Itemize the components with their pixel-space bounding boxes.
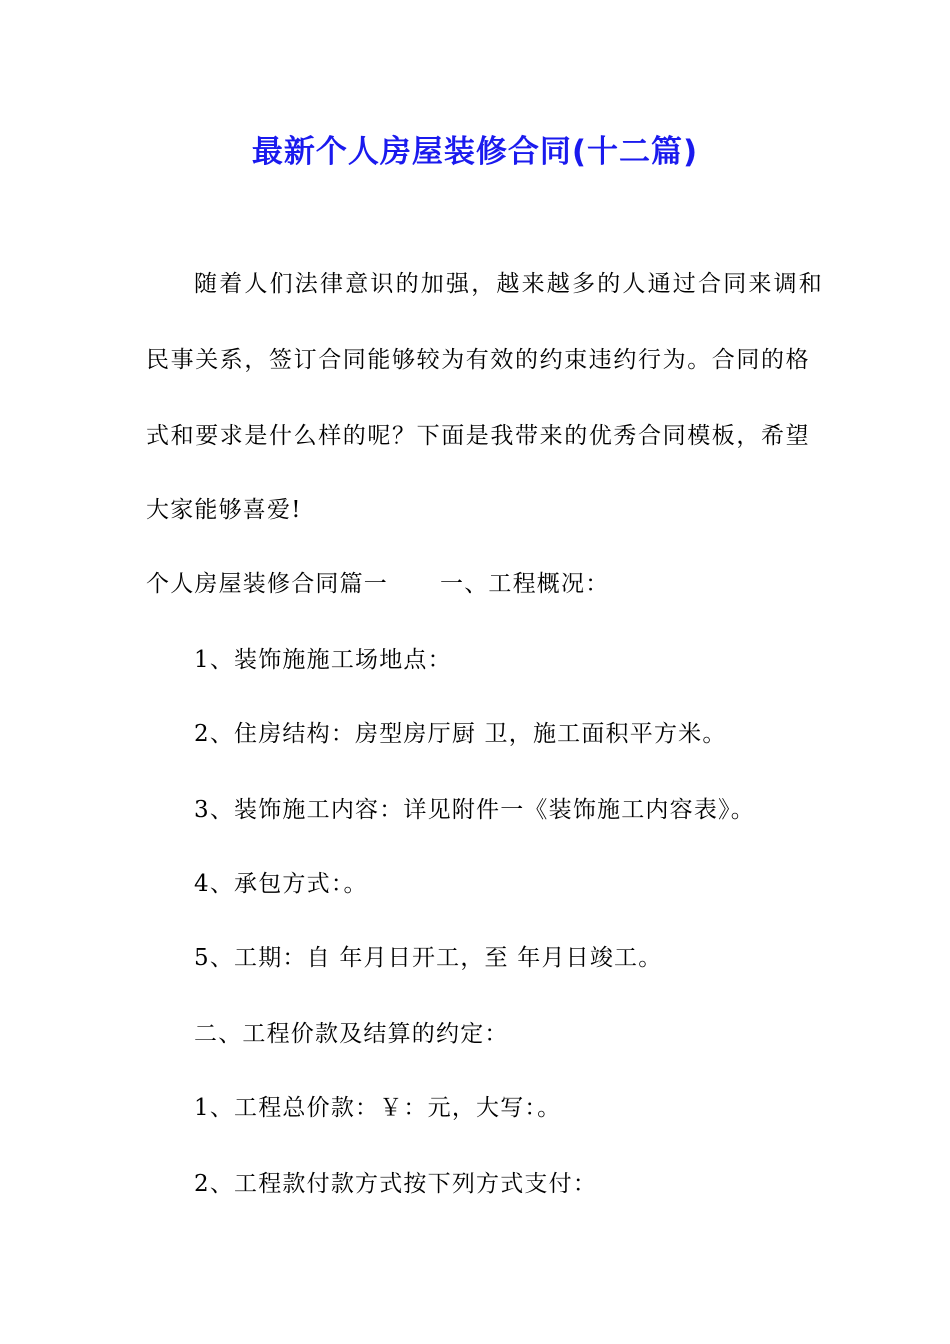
- intro-line-2: 民事关系，签订合同能够较为有效的约束违约行为。合同的格: [146, 347, 811, 373]
- list-item: 2、工程款付款方式按下列方式支付：: [194, 1171, 598, 1197]
- intro-line-4: 大家能够喜爱!: [146, 497, 302, 523]
- intro-line-3: 式和要求是什么样的呢？下面是我带来的优秀合同模板，希望: [146, 423, 811, 449]
- list-item: 4、承包方式：。: [194, 871, 368, 897]
- document-title: 最新个人房屋装修合同(十二篇): [251, 134, 699, 170]
- list-item: 1、工程总价款：￥：元，大写：。: [194, 1095, 562, 1121]
- section-heading: 个人房屋装修合同篇一: [146, 571, 388, 597]
- list-item: 3、装饰施工内容：详见附件一《装饰施工内容表》。: [194, 797, 755, 823]
- section-two-title: 二、工程价款及结算的约定：: [194, 1021, 509, 1047]
- list-item: 1、装饰施施工场地点：: [194, 647, 452, 673]
- list-item: 5、工期：自 年月日开工，至 年月日竣工。: [194, 945, 663, 971]
- intro-line-1: 随着人们法律意识的加强，越来越多的人通过合同来调和: [194, 271, 824, 297]
- list-item: 2、住房结构：房型房厅厨 卫，施工面积平方米。: [194, 721, 727, 747]
- section-heading-line: [146, 566, 816, 602]
- section-one-title: 一、工程概况：: [440, 571, 610, 597]
